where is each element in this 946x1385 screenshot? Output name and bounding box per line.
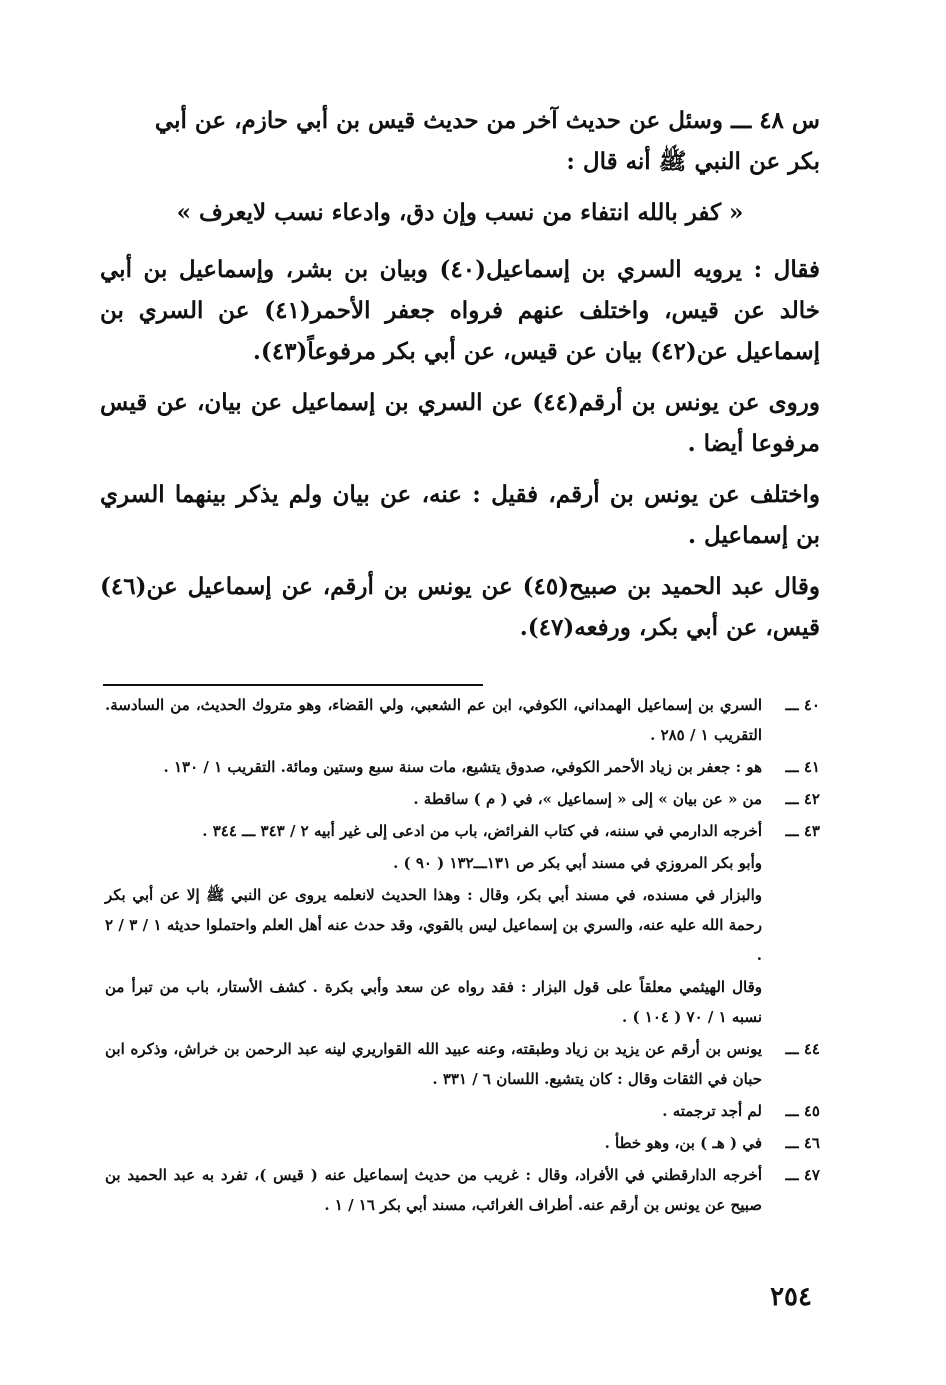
hadith-quote: « كفر بالله انتفاء من نسب وإن دق، وادعاء نسب لايعرف » — [176, 199, 744, 226]
footnote-text: والبزار في مسنده، في مسند أبي بكر، وقال : وهذا الحديث لانعلمه يروى عن النبي ﷺ إلا عن أبي بكر رحمة الله عليه عنه، والسري بن إسماعيل ليس بالقوي، وقد حدث عنه أهل العلم واحتملوا حديثه ١ / ٣ / ٢ . — [105, 886, 762, 964]
answer-paragraph-3: واختلف عن يونس بن أرقم، فقيل : عنه، عن بيان ولم يذكر بينهما السري بن إسماعيل . — [100, 481, 820, 549]
footnote-43-continuation — [105, 880, 820, 970]
page-number: ٢٥٤ — [770, 1282, 812, 1312]
question-line-2: بكر عن النبي ﷺ أنه قال : — [566, 148, 820, 175]
footnote-text: وأبو بكر المروزي في مسند أبي بكر ص ١٣١ـــ١٣٢ ( ٩٠ ) . — [393, 854, 762, 872]
footnote-47 — [105, 1160, 820, 1220]
footnote-number: ٤١ ـــ — [785, 758, 820, 776]
footnote-40 — [105, 690, 820, 750]
footnote-45 — [105, 1096, 820, 1126]
footnote-44 — [105, 1034, 820, 1094]
footnote-text: وقال الهيثمي معلقاً على قول البزار : فقد رواه عن سعد وأبي بكرة . كشف الأستار، باب من تبرأ من نسبه ١ / ٧٠ ( ١٠٤ ) . — [105, 978, 762, 1026]
footnote-number: ٤٥ ـــ — [785, 1102, 820, 1120]
footnote-43-continuation — [105, 848, 820, 878]
footnote-divider — [103, 684, 483, 686]
footnote-text: أخرجه الدارمي في سننه، في كتاب الفرائض، باب من ادعى إلى غير أبيه ٢ / ٣٤٣ ـــ ٣٤٤ . — [202, 822, 762, 840]
footnote-number: ٤٦ ـــ — [785, 1134, 820, 1152]
footnote-number: ٤٠ ـــ — [785, 696, 820, 714]
footnote-text: السري بن إسماعيل الهمداني، الكوفي، ابن عم الشعبي، ولي القضاء، وهو متروك الحديث، من السادسة. التقريب ١ / ٢٨٥ . — [105, 696, 762, 744]
footnote-text: لم أجد ترجمته . — [662, 1102, 762, 1120]
footnote-text: هو : جعفر بن زياد الأحمر الكوفي، صدوق يتشيع، مات سنة سبع وستين ومائة. التقريب ١ / ١٣٠ . — [163, 758, 762, 776]
footnote-number: ٤٤ ـــ — [785, 1040, 820, 1058]
answer-paragraph-4: وقال عبد الحميد بن صبيح(٤٥) عن يونس بن أرقم، عن إسماعيل عن(٤٦) قيس، عن أبي بكر، ورفعه(٤٧). — [100, 573, 820, 641]
question-line-1: س ٤٨ ـــ وسئل عن حديث آخر من حديث قيس بن أبي حازم، عن أبي — [154, 107, 820, 134]
footnote-41 — [105, 752, 820, 782]
footnote-number: ٤٣ ـــ — [785, 822, 820, 840]
footnote-number: ٤٢ ـــ — [785, 790, 820, 808]
footnote-42 — [105, 784, 820, 814]
footnote-text: في ( هـ ) بن، وهو خطأ . — [604, 1134, 762, 1152]
footnote-43 — [105, 816, 820, 846]
answer-paragraph-2: وروى عن يونس بن أرقم(٤٤) عن السري بن إسماعيل عن بيان، عن قيس مرفوعا أيضا . — [100, 389, 820, 457]
footnote-number: ٤٧ ـــ — [785, 1166, 820, 1184]
main-text — [100, 100, 820, 658]
footnote-text: يونس بن أرقم عن يزيد بن زياد وطبقته، وعنه عبيد الله القواريري لينه عبد الرحمن بن خراش، وذكره ابن حبان في الثقات وقال : كان يتشيع. اللسان ٦ / ٣٣١ . — [105, 1040, 762, 1088]
footnotes — [105, 690, 820, 1222]
answer-paragraph-1: فقال : يرويه السري بن إسماعيل(٤٠) وبيان بن بشر، وإسماعيل بن أبي خالد عن قيس، واختلف عنهم فرواه جعفر الأحمر(٤١) عن السري بن إسماعيل عن(٤٢) بيان عن قيس، عن أبي بكر مرفوعاً(٤٣). — [100, 256, 821, 365]
footnote-text: من « عن بيان » إلى « إسماعيل »، في ( م ) ساقطة . — [413, 790, 762, 808]
footnote-46 — [105, 1128, 820, 1158]
footnote-text: أخرجه الدارقطني في الأفراد، وقال : غريب من حديث إسماعيل عنه ( قيس )، تفرد به عبد الحميد بن صبيح عن يونس بن أرقم عنه. أطراف الغرائب، مسند أبي بكر ١٦ / ١ . — [105, 1166, 762, 1214]
footnote-43-continuation — [105, 972, 820, 1032]
